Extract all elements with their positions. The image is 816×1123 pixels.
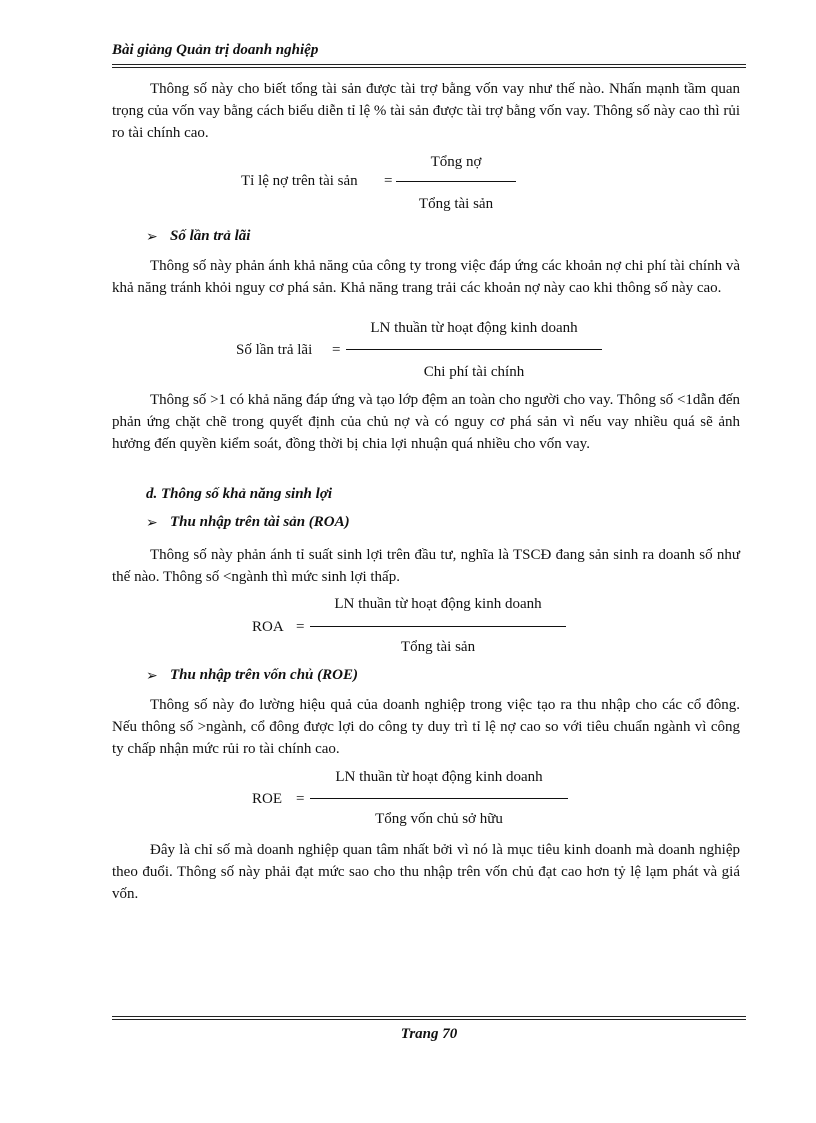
- formula-numerator: LN thuần từ hoạt động kinh doanh: [335, 769, 543, 785]
- heading-interest-coverage: Số lần trả lãi: [170, 228, 251, 244]
- paragraph-interest-threshold: Thông số >1 có khả năng đáp ứng và tạo lớp đệm an toàn cho người cho vay. Thông số <1dẫn đến phản ứng chặt chẽ trong quyết định của chủ nợ và có nguy cơ phá sản vì nếu vay nhiều quá sẽ ảnh hưởng đến quyền kiểm soát, đồng thời bị chia lợi nhuận quá nhiều cho vốn vay.: [112, 392, 740, 452]
- formula-label: ROA: [252, 619, 284, 635]
- fraction-bar: [396, 181, 516, 182]
- paragraph-debt-ratio: Thông số này cho biết tổng tài sản được tài trợ bằng vốn vay như thế nào. Nhấn mạnh tầm quan trọng của vốn vay bằng cách biểu diễn tỉ lệ % tài sản được tài trợ bằng vốn vay. Thông số này cao thì rủi ro tài chính cao.: [112, 81, 740, 141]
- page-header-title: Bài giảng Quản trị doanh nghiệp: [112, 42, 319, 58]
- formula-equals: =: [296, 791, 305, 807]
- fraction-bar: [310, 626, 566, 627]
- footer-rule-top: [112, 1016, 746, 1017]
- paragraph-roa: Thông số này phản ánh tỉ suất sinh lợi trên đầu tư, nghĩa là TSCĐ đang sản sinh ra doanh số như thế nào. Thông số <ngành thì mức sinh lợi thấp.: [112, 547, 740, 585]
- paragraph-roe: Thông số này đo lường hiệu quả của doanh nghiệp trong việc tạo ra thu nhập cho các cổ đông. Nếu thông số >ngành, cổ đông được lợi do công ty duy trì tỉ lệ nợ cao so với tiêu chuẩn ngành vì công ty chấp nhận mức rủi ro tài chính cao.: [112, 697, 740, 757]
- page-number: Trang 70: [400, 1026, 458, 1042]
- formula-equals: =: [384, 173, 393, 189]
- header-rule-top: [112, 64, 746, 65]
- formula-label: Tỉ lệ nợ trên tài sản: [241, 173, 358, 189]
- formula-denominator: Tổng vốn chủ sở hữu: [375, 811, 503, 827]
- formula-denominator: Tổng tài sản: [418, 196, 494, 212]
- fraction-bar: [310, 798, 568, 799]
- formula-numerator: LN thuần từ hoạt động kinh doanh: [370, 320, 578, 336]
- formula-denominator: Tổng tài sản: [400, 639, 476, 655]
- formula-label: ROE: [252, 791, 282, 807]
- formula-denominator: Chi phí tài chính: [423, 364, 525, 380]
- footer-rule-bottom: [112, 1019, 746, 1020]
- heading-roe: Thu nhập trên vốn chủ (ROE): [170, 667, 358, 683]
- formula-numerator: Tổng nợ: [430, 154, 482, 170]
- formula-equals: =: [332, 342, 341, 358]
- arrow-bullet-icon: ➢: [146, 516, 158, 531]
- paragraph-roe-importance: Đây là chỉ số mà doanh nghiệp quan tâm nhất bởi vì nó là mục tiêu kinh doanh mà doanh nghiệp theo đuổi. Thông số này phải đạt mức sao cho thu nhập trên vốn chủ đạt cao hơn tỷ lệ lạm phát và giá vốn.: [112, 842, 740, 902]
- formula-numerator: LN thuần từ hoạt động kinh doanh: [334, 596, 542, 612]
- arrow-bullet-icon: ➢: [146, 669, 158, 684]
- formula-equals: =: [296, 619, 305, 635]
- paragraph-interest-coverage: Thông số này phản ánh khả năng của công ty trong việc đáp ứng các khoản nợ chi phí tài chính và khả năng tránh khỏi nguy cơ phá sản. Khả năng trang trải các khoản nợ này cao khi thông số này cao.: [112, 258, 740, 296]
- formula-label: Số lần trả lãi: [236, 342, 313, 358]
- heading-section-d: d. Thông số khả năng sinh lợi: [146, 486, 333, 502]
- fraction-bar: [346, 349, 602, 350]
- arrow-bullet-icon: ➢: [146, 230, 158, 245]
- header-rule-bottom: [112, 67, 746, 68]
- heading-roa: Thu nhập trên tài sản (ROA): [170, 514, 350, 530]
